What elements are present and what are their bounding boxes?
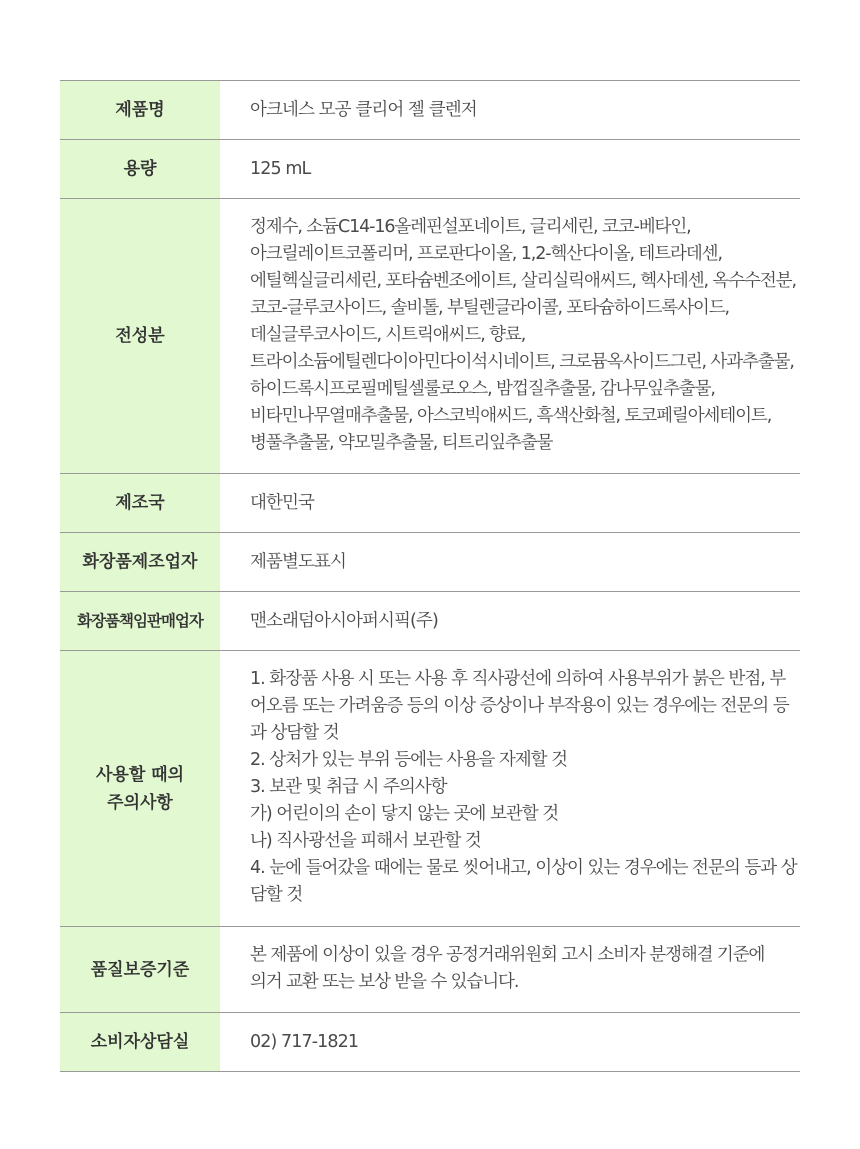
table-row-ingredients <box>60 199 800 474</box>
ingredients-label: 전성분 <box>60 199 220 473</box>
volume-label: 용량 <box>60 140 220 198</box>
ingredients-value-cell <box>220 199 800 473</box>
responsible-seller-value: 맨소래덤아시아퍼시픽(주) <box>250 610 438 631</box>
volume-value: 125 mL <box>250 158 311 179</box>
cautions-value-cell <box>220 651 800 926</box>
quality-standard-label: 품질보증기준 <box>60 927 220 1012</box>
cautions-label: 사용할 때의 주의사항 <box>60 651 220 926</box>
table-row-volume <box>60 140 800 199</box>
table-row-product-name <box>60 81 800 140</box>
country-label: 제조국 <box>60 474 220 532</box>
quality-standard-value: 본 제품에 이상이 있을 경우 공정거래위원회 고시 소비자 분쟁해결 기준에 의거 교환 또는 보상 받을 수 있습니다. <box>250 945 765 992</box>
table-row-consumer-center <box>60 1013 800 1072</box>
volume-value-cell <box>220 140 800 198</box>
country-value-cell <box>220 474 800 532</box>
cautions-value: 1. 화장품 사용 시 또는 사용 후 직사광선에 의하여 사용부위가 붉은 반점, 부어오름 또는 가려움증 등의 이상 증상이나 부작용이 있는 경우에는 전문의 등과 상담할 것 2. 상처가 있는 부위 등에는 사용을 자제할 것 3. 보관 및 취급 시 주의사항 가) 어린이의 손이 닿지 않는 곳에 보관할 것 나) 직사광선을 피해서 보관할 것 4. 눈에 들어갔을 때에는 물로 씻어내고, 이상이 있는 경우에는 전문의 등과 상담할 것 <box>250 669 797 905</box>
consumer-center-phone: 02) 717-1821 <box>250 1031 359 1052</box>
responsible-seller-label: 화장품책임판매업자 <box>60 592 220 650</box>
product-name-value: 아크네스 모공 클리어 젤 클렌저 <box>250 99 477 120</box>
country-value: 대한민국 <box>250 492 315 513</box>
manufacturer-label: 화장품제조업자 <box>60 533 220 591</box>
table-row-manufacturer <box>60 533 800 592</box>
consumer-center-label: 소비자상담실 <box>60 1013 220 1071</box>
quality-standard-value-cell <box>220 927 800 1012</box>
table-row-responsible-seller <box>60 592 800 651</box>
responsible-seller-value-cell <box>220 592 800 650</box>
manufacturer-value-cell <box>220 533 800 591</box>
table-row-cautions <box>60 651 800 927</box>
ingredients-value: 정제수, 소듐C14-16올레핀설포네이트, 글리세린, 코코-베타인, 아크릴레이트코폴리머, 프로판다이올, 1,2-헥산다이올, 테트라데센, 에틸헥실글리세린, 포타슘벤조에이트, 살리실릭애씨드, 헥사데센, 옥수수전분, 코코-글루코사이드, 솔비톨, 부틸렌글라이콜, 포타슘하이드록사이드, 데실글루코사이드, 시트릭애씨드, 향료, 트라이소듐에틸렌다이아민다이석시네이트, 크로뮴옥사이드그린, 사과추출물, 하이드록시프로필메틸셀룰로오스, 밤껍질추출물, 감나무잎추출물, 비타민나무열매추출물, 아스코빅애씨드, 흑색산화철, 토코페릴아세테이트, 병풀추출물, 약모밀추출물, 티트리잎추출물 <box>250 217 796 453</box>
table-row-country <box>60 474 800 533</box>
product-name-value-cell <box>220 81 800 139</box>
product-name-label: 제품명 <box>60 81 220 139</box>
table-row-quality-standard <box>60 927 800 1013</box>
product-info-table <box>60 80 800 1072</box>
consumer-center-value-cell <box>220 1013 800 1071</box>
manufacturer-value: 제품별도표시 <box>250 551 347 572</box>
